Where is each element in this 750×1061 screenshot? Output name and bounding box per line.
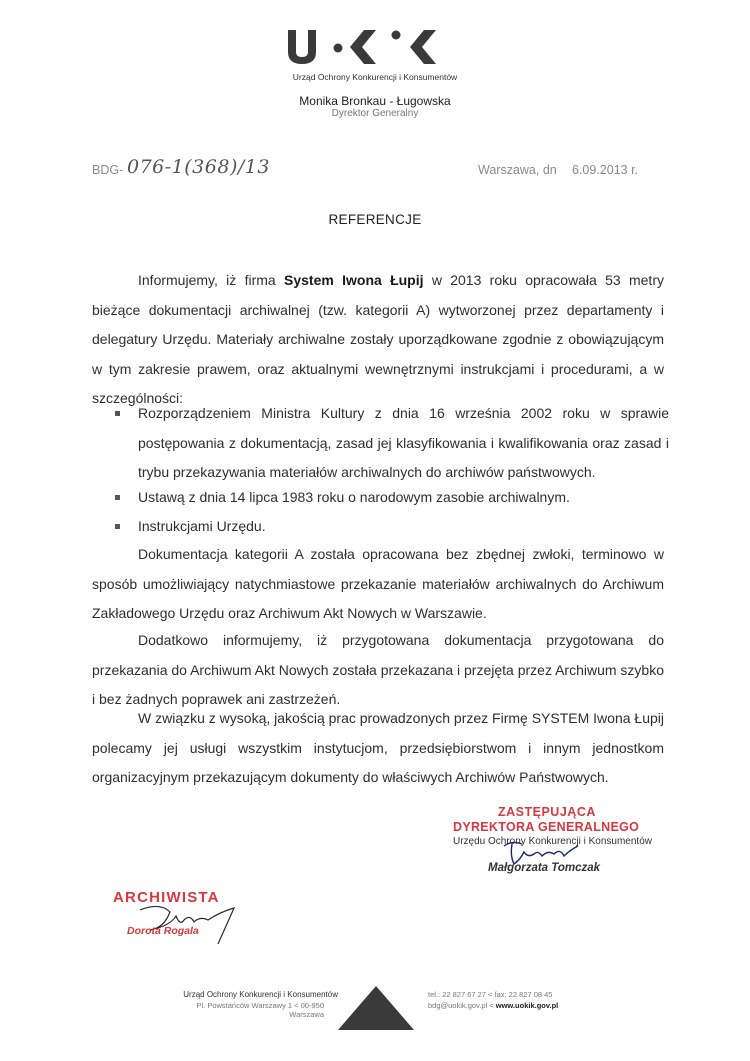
date-value: 6.09.2013 r. bbox=[572, 163, 639, 177]
stamp-archivist-title: ARCHIWISTA bbox=[113, 889, 220, 906]
logo-subtitle: Urząd Ochrony Konkurencji i Konsumentów bbox=[292, 72, 458, 82]
footer-address: Pl. Powstańców Warszawy 1 < 00-950 Warszawa bbox=[196, 1001, 324, 1019]
footer-email: bdg@uokik.gov.pl < bbox=[428, 1001, 496, 1010]
list-item-text: Ustawą z dnia 14 lipca 1983 roku o narodowym zasobie archiwalnym. bbox=[138, 489, 570, 505]
list-item bbox=[115, 399, 669, 488]
reference-handwritten: 076-1(368)/13 bbox=[127, 156, 270, 178]
paragraph-acceptance: Dodatkowo informujemy, iż przygotowana dokumentacja przygotowana do przekazania do Archiwum Akt Nowych została przekazana i przejęta przez Archiwum szybko i bez żadnych poprawek ani zastrzeżeń. bbox=[92, 632, 664, 707]
footer-website: www.uokik.gov.pl bbox=[495, 1001, 559, 1010]
paragraph-intro-rest: w 2013 roku opracowała 53 metry bieżące dokumentacji archiwalnej (tzw. kategorii A) wytworzonej przez departamenty i delegatury Urzędu. Materiały archiwalne zostały uporządkowane zgodnie z obowiązującym w tym zakresie prawem, oraz aktualnymi wewnętrznymi instrukcjami i procedurami, a w szczególności: bbox=[92, 272, 664, 406]
director-title: Dyrektor Generalny bbox=[331, 108, 419, 119]
list-item-text: Rozporządzeniem Ministra Kultury z dnia 16 września 2002 roku w sprawie postępowania z dokumentacją, zasad jej klasyfikowania i kwalifikowania oraz zasad i trybu przekazywania materiałów archiwalnych do archiwów państwowych. bbox=[138, 405, 669, 480]
paragraph-timeliness: Dokumentacja kategorii A została opracowana bez zbędnej zwłoki, terminowo w sposób umożliwiający natychmiastowe przekazanie materiałów archiwalnych do Archiwum Zakładowego Urzędu oraz Archiwum Akt Nowych w Warszawie. bbox=[92, 546, 664, 621]
list-item bbox=[115, 512, 669, 542]
paragraph-recommendation: W związku z wysoką, jakością prac prowadzonych przez Firmę SYSTEM Iwona Łupij polecamy jej usługi wszystkim instytucjom, przedsiębiorstwom i innym jednostkom organizacyjnym przekazującym dokumenty do właściwych Archiwów Państwowych. bbox=[92, 710, 664, 785]
bullet-square-icon bbox=[115, 495, 120, 500]
bullet-square-icon bbox=[115, 524, 120, 529]
director-name: Monika Bronkau - Ługowska bbox=[299, 94, 451, 108]
stamp-deputy-line2: DYREKTORA GENERALNEGO bbox=[453, 820, 640, 834]
company-name: System Iwona Łupij bbox=[284, 272, 424, 288]
paragraph-intro bbox=[92, 266, 664, 414]
list-item-text: Instrukcjami Urzędu. bbox=[138, 518, 266, 534]
stamp-archivist-name: Dorota Rogala bbox=[127, 925, 199, 937]
list-item bbox=[115, 483, 669, 513]
footer-contact bbox=[428, 1001, 558, 1010]
stamp-deputy-line1: ZASTĘPUJĄCA bbox=[498, 805, 596, 819]
stamp-deputy-name: Małgorzata Tomczak bbox=[488, 862, 601, 874]
footer-phone: tel.: 22 827 67 27 < fax: 22 827 08 45 bbox=[428, 990, 553, 999]
date-label: Warszawa, dn bbox=[478, 163, 557, 177]
bullet-square-icon bbox=[115, 411, 120, 416]
archivist-signature bbox=[130, 890, 250, 950]
footer-org: Urząd Ochrony Konkurencji i Konsumentów bbox=[183, 990, 338, 999]
uokik-logo bbox=[280, 26, 470, 68]
footer-triangle-icon bbox=[336, 984, 416, 1030]
paragraph-intro-start: Informujemy, iż firma bbox=[138, 272, 284, 288]
reference-prefix: BDG- bbox=[92, 163, 124, 177]
stamp-deputy-line3: Urzędu Ochrony Konkurencji i Konsumentów bbox=[453, 836, 652, 847]
document-title: REFERENCJE bbox=[328, 212, 422, 227]
